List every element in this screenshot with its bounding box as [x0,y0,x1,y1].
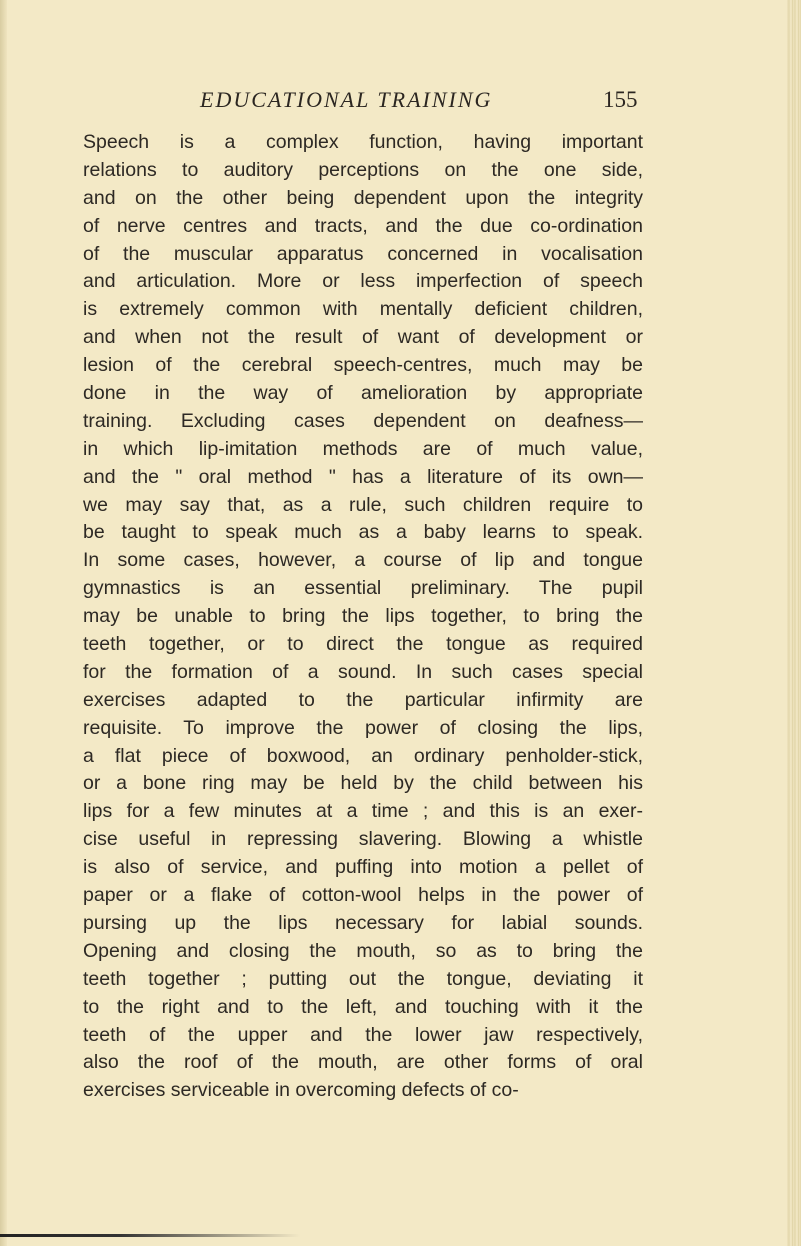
text-line: is also of service, and puffing into motion a pellet of [83,856,643,879]
text-line: may be unable to bring the lips together, to bring the [83,605,643,628]
text-line: of nerve centres and tracts, and the due co-ordination [83,214,643,237]
text-line: relations to auditory perceptions on the one side, [83,158,643,181]
text-line: pursing up the lips necessary for labial sounds. [83,911,643,934]
text-line: or a bone ring may be held by the child between his [83,772,643,795]
text-line: we may say that, as a rule, such children require to [83,493,643,516]
text-line: In some cases, however, a course of lip and tongue [83,549,643,572]
text-line: to the right and to the left, and touching with it the [83,995,643,1018]
page-number: 155 [603,87,638,112]
text-line: be taught to speak much as a baby learns to speak. [83,521,643,544]
text-line: is extremely common with mentally deficient children, [83,298,643,321]
text-line: a flat piece of boxwood, an ordinary penholder-stick, [83,744,643,767]
text-line: cise useful in repressing slavering. Blowing a whistle [83,828,643,851]
left-page-edge [0,0,7,1246]
text-line: teeth together, or to direct the tongue as required [83,633,643,656]
body-paragraph [83,129,643,1105]
text-line: and the " oral method " has a literature of its own— [83,465,643,488]
page-header [0,87,801,117]
text-line: for the formation of a sound. In such cases special [83,660,643,683]
text-line: in which lip-imitation methods are of much value, [83,437,643,460]
text-line: and when not the result of want of development or [83,326,643,349]
text-line: Speech is a complex function, having important [83,131,643,153]
text-line: of the muscular apparatus concerned in vocalisation [83,242,643,265]
right-page-edge [787,0,801,1246]
text-line: Opening and closing the mouth, so as to bring the [83,939,643,962]
bottom-edge-rule [0,1234,300,1237]
text-line: requisite. To improve the power of closing the lips, [83,716,643,739]
text-line: gymnastics is an essential preliminary. The pupil [83,577,643,600]
text-line: training. Excluding cases dependent on deafness— [83,409,643,432]
text-line: and articulation. More or less imperfection of speech [83,270,643,293]
text-line: teeth of the upper and the lower jaw respectively, [83,1023,643,1046]
text-line: also the roof of the mouth, are other forms of oral [83,1051,643,1074]
text-line: done in the way of amelioration by appropriate [83,382,643,405]
text-line: exercises adapted to the particular infirmity are [83,688,643,711]
text-line: lesion of the cerebral speech-centres, much may be [83,354,643,377]
text-line: and on the other being dependent upon the integrity [83,186,643,209]
text-line: paper or a flake of cotton-wool helps in the power of [83,884,643,907]
running-head: EDUCATIONAL TRAINING [200,87,493,112]
text-line: exercises serviceable in overcoming defects of co- [83,1079,519,1102]
text-line: teeth together ; putting out the tongue, deviating it [83,967,643,990]
text-line: lips for a few minutes at a time ; and this is an exer- [83,800,643,823]
